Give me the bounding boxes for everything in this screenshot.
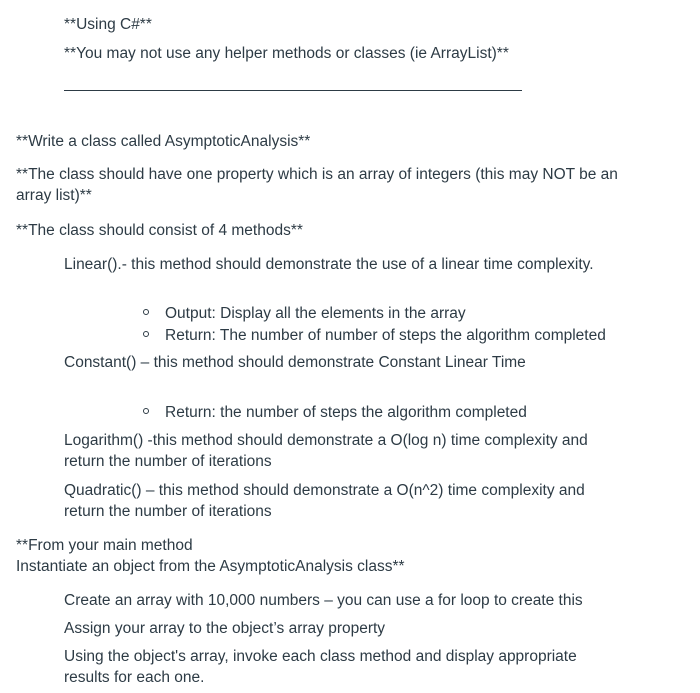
from-main-line: **From your main method — [16, 537, 193, 554]
no-helpers-line: **You may not use any helper methods or classes (ie ArrayList)** — [64, 45, 509, 62]
logarithm-line-1: Logarithm() -this method should demonstrate a O(log n) time complexity and — [64, 432, 588, 449]
constant-method-line: Constant() – this method should demonstrate Constant Linear Time — [64, 354, 526, 371]
logarithm-line-2: return the number of iterations — [64, 453, 272, 470]
bullet-icon — [143, 331, 149, 337]
linear-bullet-output: Output: Display all the elements in the array — [165, 305, 466, 322]
create-array-line: Create an array with 10,000 numbers – you can use a for loop to create this — [64, 592, 583, 609]
bullet-icon — [143, 408, 149, 414]
property-line-2: array list)** — [16, 187, 92, 204]
bullet-icon — [143, 309, 149, 315]
invoke-line-1: Using the object's array, invoke each class method and display appropriate — [64, 648, 577, 665]
property-line-1: **The class should have one property which is an array of integers (this may NOT be an — [16, 166, 618, 183]
horizontal-divider — [64, 90, 522, 91]
linear-bullet-return: Return: The number of number of steps the algorithm completed — [165, 327, 606, 344]
assign-array-line: Assign your array to the object’s array property — [64, 620, 386, 637]
constant-bullet-return: Return: the number of steps the algorithm completed — [165, 404, 527, 421]
invoke-line-2: results for each one. — [64, 669, 205, 686]
quadratic-line-2: return the number of iterations — [64, 503, 272, 520]
quadratic-line-1: Quadratic() – this method should demonstrate a O(n^2) time complexity and — [64, 482, 585, 499]
methods-intro-line: **The class should consist of 4 methods** — [16, 222, 303, 239]
write-class-line: **Write a class called AsymptoticAnalysis** — [16, 133, 311, 150]
using-csharp-line: **Using C#** — [64, 16, 152, 33]
linear-method-line: Linear().- this method should demonstrate the use of a linear time complexity. — [64, 256, 594, 273]
instantiate-line: Instantiate an object from the AsymptoticAnalysis class** — [16, 558, 405, 575]
